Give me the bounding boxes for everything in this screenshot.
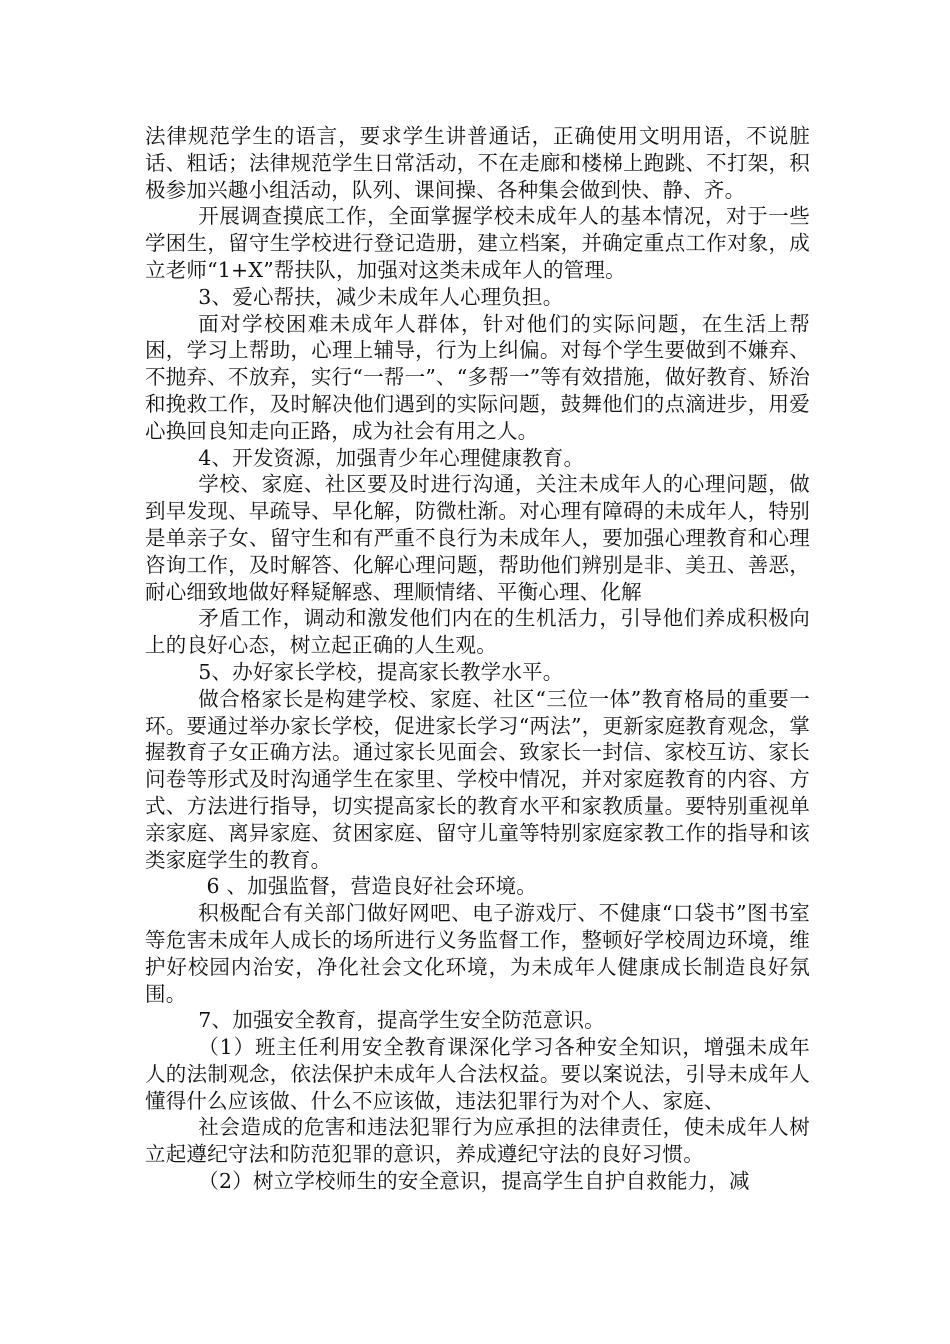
section-heading-7: 7、加强安全教育，提高学生安全防范意识。	[198, 1008, 605, 1033]
paragraph-continuation: 法律规范学生的语言，要求学生讲普通话，正确使用文明用语，不说脏话、粗话；法律规范学生日常活动，不在走廊和楼梯上跑跳、不打架，积极参加兴趣小组活动，队列、课间操、各种集会做到快、静、齐。	[145, 124, 810, 202]
paragraph-care-support: 面对学校困难未成年人群体，针对他们的实际问题，在生活上帮困，学习上帮助，心理上辅导，行为上纠偏。对每个学生要做到不嫌弃、不抛弃、不放弃，实行“一帮一”、“多帮一”等有效措施，做好教育、矫治和挽救工作，及时解决他们遇到的实际问题，鼓舞他们的点滴进步，用爱心换回良知走向正路，成为社会有用之人。	[145, 311, 810, 443]
section-heading-4: 4、开发资源，加强青少年心理健康教育。	[198, 445, 585, 470]
paragraph-mental-health: 学校、家庭、社区要及时进行沟通，关注未成年人的心理问题，做到早发现、早疏导、早化解，防微杜渐。对心理有障碍的未成年人，特别是单亲子女、留守生和有严重不良行为未成年人，要加强心理教育和心理咨询工作，及时解答、化解心理问题，帮助他们辨别是非、美丑、善恶，耐心细致地做好释疑解惑、理顺情绪、平衡心理、化解	[145, 472, 810, 604]
paragraph-supervision: 积极配合有关部门做好网吧、电子游戏厅、不健康“口袋书”图书室等危害未成年人成长的场所进行义务监督工作，整顿好学校周边环境，维护好校园内治安，净化社会文化环境，为未成年人健康成长制造良好氛围。	[145, 901, 810, 1006]
section-heading-5: 5、办好家长学校，提高家长教学水平。	[198, 659, 564, 684]
paragraph-safety-1: （1）班主任利用安全教育课深化学习各种安全知识，增强未成年人的法制观念，依法保护未成年人合法权益。要以案说法，引导未成年人懂得什么应该做、什么不应该做，违法犯罪行为对个人、家庭、	[145, 1035, 810, 1113]
paragraph-parent-school: 做合格家长是构建学校、家庭、社区“三位一体”教育格局的重要一环。要通过举办家长学校，促进家长学习“两法”，更新家庭教育观念，掌握教育子女正确方法。通过家长见面会、致家长一封信、家校互访、家长问卷等形式及时沟通学生在家里、学校中情况，并对家庭教育的内容、方式、方法进行指导，切实提高家长的教育水平和家教质量。要特别重视单亲家庭、离异家庭、贫困家庭、留守儿童等特别家庭家教工作的指导和该类家庭学生的教育。	[145, 686, 810, 872]
paragraph-safety-2: （2）树立学校师生的安全意识，提高学生自护自救能力，减	[198, 1169, 750, 1194]
document-body	[145, 123, 810, 1195]
paragraph-survey: 开展调查摸底工作，全面掌握学校未成年人的基本情况，对于一些学困生，留守生学校进行登记造册，建立档案，并确定重点工作对象，成立老师“1+X”帮扶队，加强对这类未成年人的管理。	[145, 204, 810, 282]
paragraph-safety-1-cont: 社会造成的危害和违法犯罪行为应承担的法律责任，使未成年人树立起遵纪守法和防范犯罪的意识，养成遵纪守法的良好习惯。	[145, 1115, 810, 1167]
section-heading-6: 6 、加强监督，营造良好社会环境。	[206, 874, 537, 899]
paragraph-mental-health-cont: 矛盾工作，调动和激发他们内在的生机活力，引导他们养成积极向上的良好心态，树立起正确的人生观。	[145, 606, 810, 658]
section-heading-3: 3、爱心帮扶，减少未成年人心理负担。	[198, 284, 564, 309]
